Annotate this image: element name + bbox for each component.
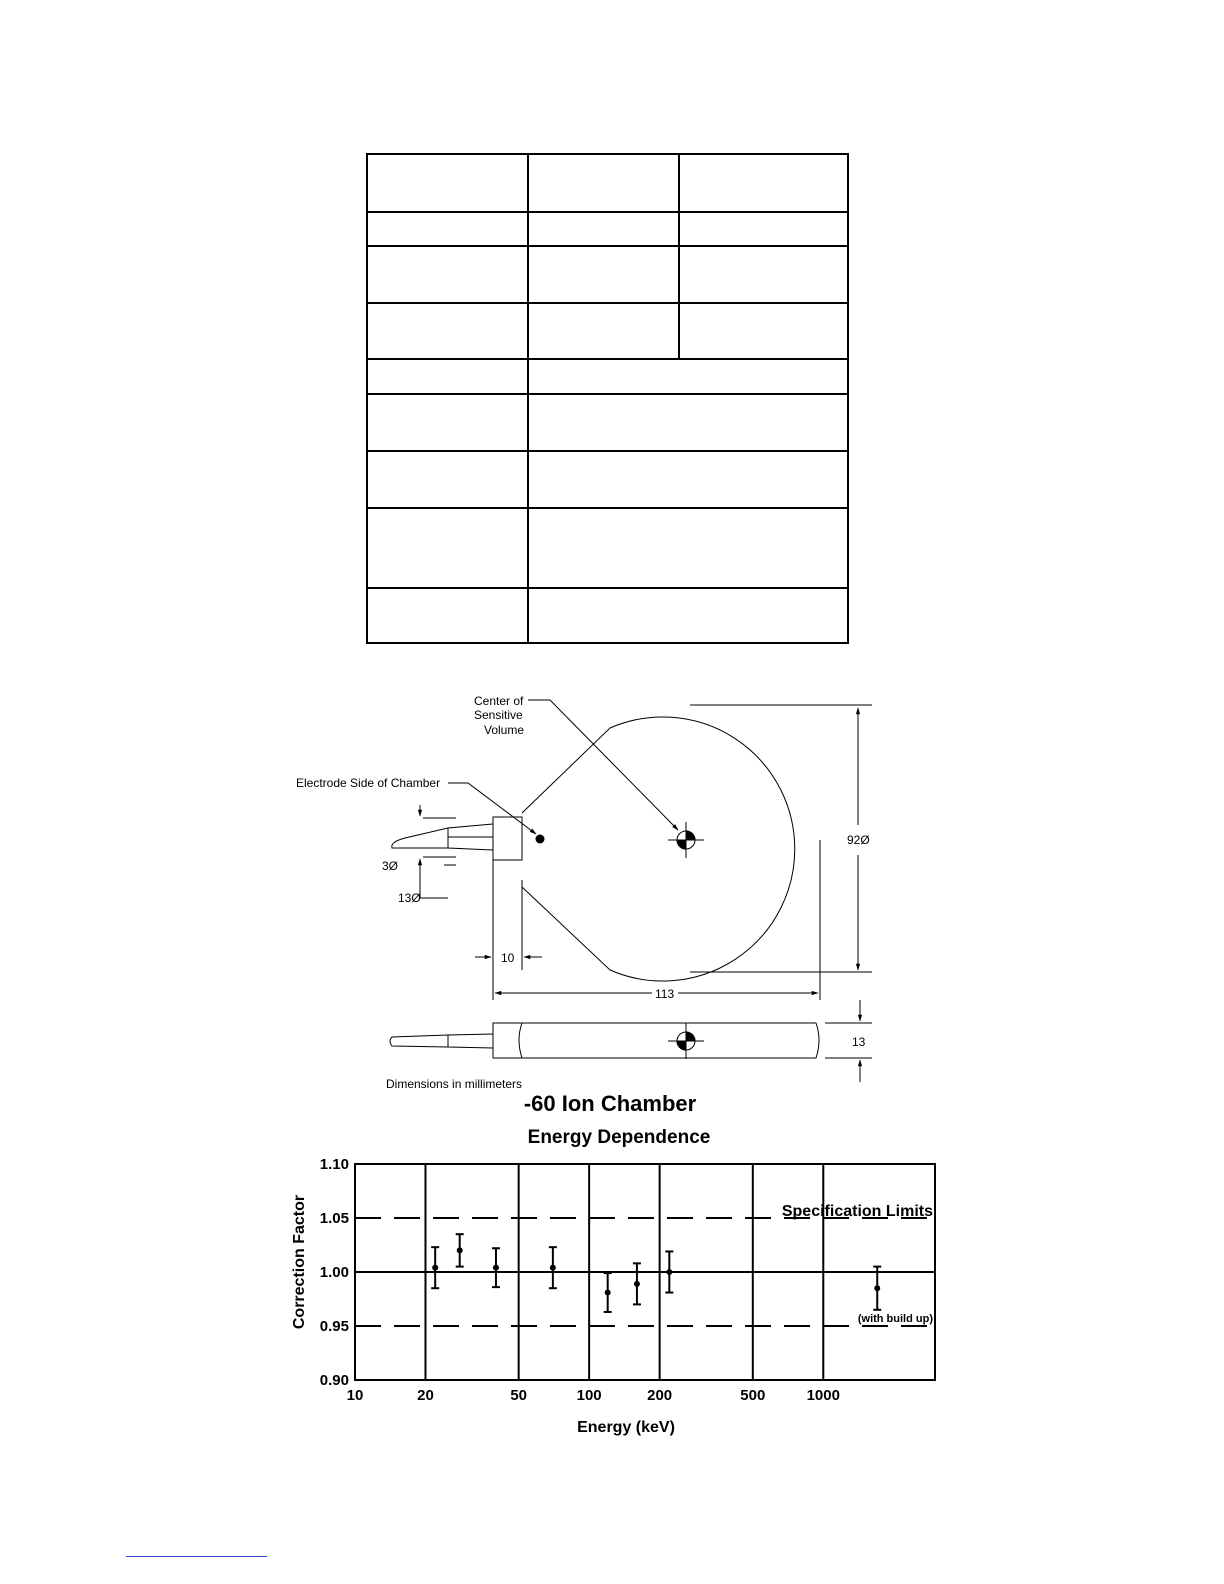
footer-rule	[126, 1556, 267, 1557]
table-cell	[367, 588, 528, 643]
table-row	[367, 451, 848, 508]
table-cell	[528, 154, 679, 212]
callout-electrode: Electrode Side of Chamber	[296, 776, 441, 790]
table-cell	[679, 246, 848, 303]
table-row	[367, 508, 848, 588]
callout-center-line1: Center of	[474, 694, 524, 708]
chamber-outline	[522, 717, 795, 981]
build-up-note: (with build up)	[857, 1313, 933, 1325]
dim-diameter: 92Ø	[847, 833, 870, 847]
table-cell	[528, 394, 848, 451]
chart-subtitle: Energy Dependence	[527, 1127, 711, 1148]
table-cell	[528, 303, 679, 359]
dim-length: 113	[655, 987, 675, 1001]
data-point	[665, 1251, 673, 1292]
table-cell	[679, 154, 848, 212]
x-tick-label: 100	[576, 1387, 602, 1404]
data-point	[633, 1263, 641, 1304]
y-tick-label: 0.90	[319, 1372, 349, 1389]
table-cell	[367, 359, 528, 394]
y-tick-labels	[320, 1156, 349, 1389]
data-point	[431, 1247, 439, 1288]
table-row	[367, 212, 848, 246]
table-row	[367, 303, 848, 359]
table-cell	[367, 303, 528, 359]
table-cell	[367, 154, 528, 212]
x-tick-label: 200	[647, 1387, 673, 1404]
dim-stem-diameter: 3Ø	[382, 859, 399, 873]
table-cell	[367, 246, 528, 303]
table-row	[367, 359, 848, 394]
table-cell	[528, 588, 848, 643]
ion-chamber-drawing	[280, 680, 900, 1100]
table-row	[367, 246, 848, 303]
data-points	[431, 1234, 881, 1312]
dim-thickness: 13	[852, 1035, 866, 1049]
energy-dependence-chart	[280, 1150, 960, 1450]
table-cell	[367, 508, 528, 588]
data-point	[873, 1267, 881, 1310]
callout-center-line2: Sensitive	[474, 708, 523, 722]
x-tick-label: 500	[740, 1387, 766, 1404]
y-tick-label: 0.95	[319, 1318, 349, 1335]
table-row	[367, 154, 848, 212]
table-cell	[528, 359, 848, 394]
table-cell	[367, 212, 528, 246]
data-point	[492, 1248, 500, 1287]
table-cell	[367, 394, 528, 451]
dim-body-diameter: 13Ø	[398, 891, 421, 905]
table-row	[367, 394, 848, 451]
y-tick-label: 1.00	[319, 1264, 349, 1281]
x-tick-label: 1000	[806, 1387, 840, 1404]
chart-title: -60 Ion Chamber	[523, 1091, 697, 1116]
data-point	[456, 1234, 464, 1266]
dim-offset: 10	[501, 951, 515, 965]
data-point	[604, 1273, 612, 1312]
x-tick-label: 50	[510, 1387, 528, 1404]
x-axis-label: Energy (keV)	[577, 1419, 675, 1436]
data-point	[549, 1247, 557, 1288]
table-cell	[367, 451, 528, 508]
table-row	[367, 588, 848, 643]
side-view-body	[493, 1023, 819, 1058]
table-cell	[528, 246, 679, 303]
chamber-neck	[493, 817, 522, 860]
table-cell	[528, 212, 679, 246]
spec-table	[366, 153, 849, 644]
electrode-dot	[536, 835, 544, 843]
y-tick-label: 1.10	[319, 1156, 349, 1173]
table-cell	[528, 451, 848, 508]
y-axis-label: Correction Factor	[291, 1194, 308, 1330]
table-cell	[679, 212, 848, 246]
x-tick-label: 10	[346, 1387, 364, 1404]
x-tick-label: 20	[417, 1387, 434, 1404]
units-note: Dimensions in millimeters	[386, 1077, 523, 1091]
callout-center-line3: Volume	[484, 723, 525, 737]
x-tick-labels	[347, 1387, 840, 1404]
table-cell	[528, 508, 848, 588]
table-cell	[679, 303, 848, 359]
spec-limits-label: Specification Limits	[781, 1203, 933, 1220]
y-tick-label: 1.05	[319, 1210, 349, 1227]
